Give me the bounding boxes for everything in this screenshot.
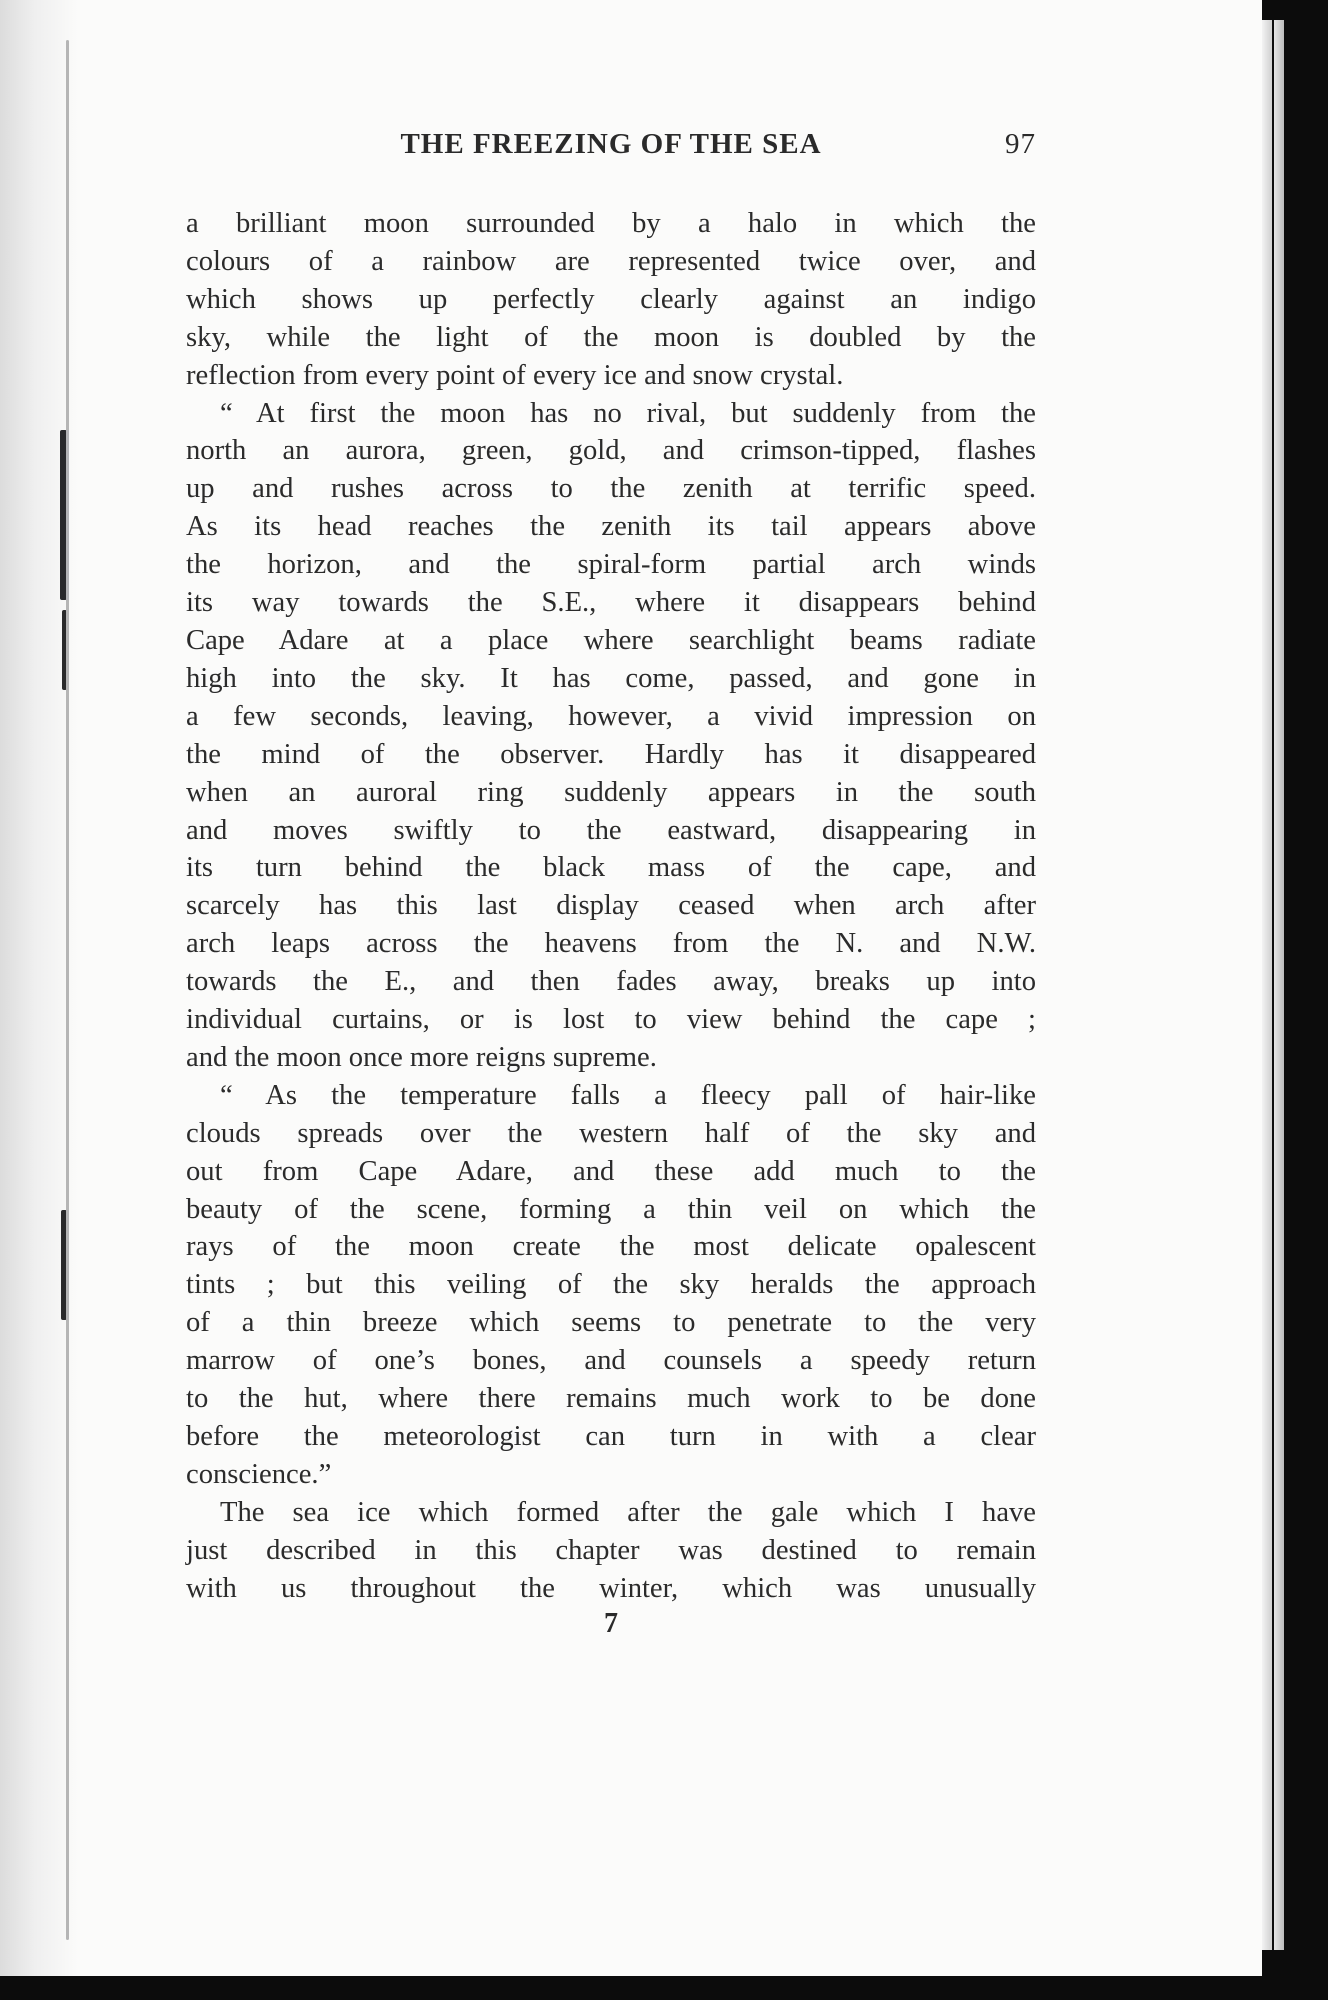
text-line: beauty of the scene, forming a thin veil on which the (186, 1193, 1036, 1225)
text-line: when an auroral ring suddenly appears in the south (186, 776, 1036, 808)
text-line: a brilliant moon surrounded by a halo in which the (186, 208, 1036, 239)
binding-mark (66, 40, 69, 1940)
text-line: and the moon once more reigns supreme. (186, 1041, 657, 1073)
text-line: before the meteorologist can turn in with a clear (186, 1421, 1036, 1452)
text-line: The sea ice which formed after the gale which I have (220, 1496, 1036, 1528)
text-line: its way towards the S.E., where it disappears behind (186, 587, 1036, 619)
text-line: the horizon, and the spiral-form partial arch winds (186, 549, 1036, 581)
text-line: a few seconds, leaving, however, a vivid impression on (186, 700, 1036, 732)
text-line: just described in this chapter was destined to remain (186, 1534, 1036, 1566)
page-gutter-shadow (0, 0, 78, 1976)
text-line: sky, while the light of the moon is doubled by the (186, 321, 1036, 353)
text-line: colours of a rainbow are represented twice over, and (186, 245, 1036, 277)
page-edge (1262, 20, 1272, 1950)
text-line: arch leaps across the heavens from the N. and N.W. (186, 928, 1036, 960)
text-line: tints ; but this veiling of the sky heralds the approach (186, 1269, 1036, 1301)
text-line: Cape Adare at a place where searchlight beams radiate (186, 624, 1036, 656)
page-number: 97 (1005, 128, 1036, 160)
text-line: its turn behind the black mass of the cape, and (186, 852, 1036, 884)
text-line: rays of the moon create the most delicate opalescent (186, 1231, 1036, 1263)
text-line: “ As the temperature falls a fleecy pall of hair-like (220, 1079, 1036, 1111)
page-edge (1274, 20, 1284, 1950)
text-line: which shows up perfectly clearly against an indigo (186, 283, 1036, 315)
text-line: of a thin breeze which seems to penetrate to the very (186, 1307, 1036, 1339)
text-line: high into the sky. It has come, passed, and gone in (186, 662, 1036, 694)
running-title: THE FREEZING OF THE SEA (400, 128, 822, 160)
text-line: conscience.” (186, 1458, 332, 1490)
text-line: and moves swiftly to the eastward, disappearing in (186, 814, 1036, 846)
text-line: As its head reaches the zenith its tail appears above (186, 511, 1036, 543)
text-line: “ At first the moon has no rival, but suddenly from the (220, 397, 1036, 429)
text-line: marrow of one’s bones, and counsels a speedy return (186, 1345, 1036, 1377)
text-line: north an aurora, green, gold, and crimson-tipped, flashes (186, 435, 1036, 467)
text-line: the mind of the observer. Hardly has it disappeared (186, 738, 1036, 770)
body-text (186, 205, 1036, 1608)
text-line: scarcely has this last display ceased when arch after (186, 890, 1036, 922)
text-line: reflection from every point of every ice and snow crystal. (186, 359, 844, 391)
text-line: out from Cape Adare, and these add much to the (186, 1155, 1036, 1187)
text-line: with us throughout the winter, which was unusually (186, 1572, 1036, 1604)
running-header (186, 128, 1036, 172)
text-line: clouds spreads over the western half of the sky and (186, 1117, 1036, 1149)
text-line: up and rushes across to the zenith at terrific speed. (186, 473, 1036, 505)
text-line: to the hut, where there remains much work to be done (186, 1383, 1036, 1415)
text-line: individual curtains, or is lost to view behind the cape ; (186, 1004, 1036, 1036)
signature-mark: 7 (604, 1608, 618, 1639)
text-line: towards the E., and then fades away, breaks up into (186, 966, 1036, 998)
